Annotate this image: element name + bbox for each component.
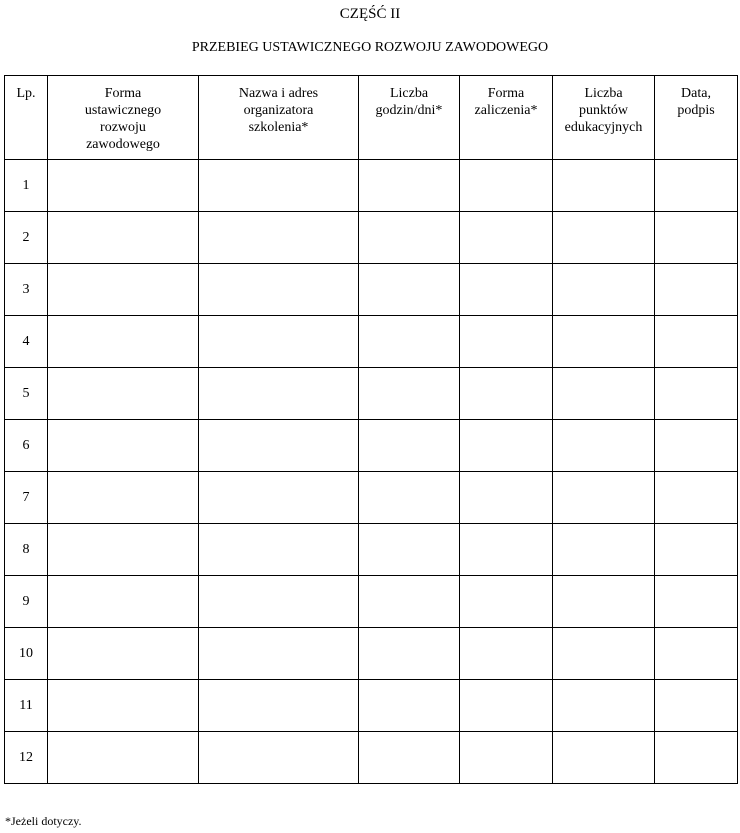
organizer-cell[interactable] bbox=[199, 576, 359, 628]
hours-cell[interactable] bbox=[359, 316, 460, 368]
signature-cell[interactable] bbox=[655, 368, 738, 420]
signature-cell[interactable] bbox=[655, 732, 738, 784]
organizer-cell[interactable] bbox=[199, 160, 359, 212]
form-cell[interactable] bbox=[48, 576, 199, 628]
organizer-cell[interactable] bbox=[199, 680, 359, 732]
completion-cell[interactable] bbox=[460, 264, 553, 316]
organizer-cell[interactable] bbox=[199, 316, 359, 368]
completion-cell[interactable] bbox=[460, 160, 553, 212]
table-row bbox=[5, 420, 738, 472]
organizer-cell[interactable] bbox=[199, 264, 359, 316]
completion-cell[interactable] bbox=[460, 628, 553, 680]
form-cell[interactable] bbox=[48, 264, 199, 316]
table-row bbox=[5, 368, 738, 420]
points-cell[interactable] bbox=[553, 212, 655, 264]
lp-cell: 8 bbox=[5, 524, 48, 576]
signature-cell[interactable] bbox=[655, 264, 738, 316]
lp-cell: 10 bbox=[5, 628, 48, 680]
professional-development-table bbox=[4, 75, 738, 784]
organizer-cell[interactable] bbox=[199, 628, 359, 680]
completion-cell[interactable] bbox=[460, 368, 553, 420]
hours-cell[interactable] bbox=[359, 628, 460, 680]
table-row bbox=[5, 160, 738, 212]
table-row bbox=[5, 732, 738, 784]
organizer-cell[interactable] bbox=[199, 524, 359, 576]
organizer-cell[interactable] bbox=[199, 732, 359, 784]
points-cell[interactable] bbox=[553, 160, 655, 212]
completion-cell[interactable] bbox=[460, 732, 553, 784]
header-education-points: Liczba punktów edukacyjnych bbox=[553, 76, 655, 160]
lp-cell: 3 bbox=[5, 264, 48, 316]
hours-cell[interactable] bbox=[359, 680, 460, 732]
completion-cell[interactable] bbox=[460, 680, 553, 732]
form-cell[interactable] bbox=[48, 732, 199, 784]
completion-cell[interactable] bbox=[460, 576, 553, 628]
lp-cell: 7 bbox=[5, 472, 48, 524]
signature-cell[interactable] bbox=[655, 680, 738, 732]
signature-cell[interactable] bbox=[655, 628, 738, 680]
organizer-cell[interactable] bbox=[199, 472, 359, 524]
points-cell[interactable] bbox=[553, 628, 655, 680]
hours-cell[interactable] bbox=[359, 524, 460, 576]
form-cell[interactable] bbox=[48, 680, 199, 732]
organizer-cell[interactable] bbox=[199, 420, 359, 472]
form-cell[interactable] bbox=[48, 472, 199, 524]
signature-cell[interactable] bbox=[655, 316, 738, 368]
hours-cell[interactable] bbox=[359, 212, 460, 264]
points-cell[interactable] bbox=[553, 732, 655, 784]
points-cell[interactable] bbox=[553, 316, 655, 368]
hours-cell[interactable] bbox=[359, 160, 460, 212]
table-row bbox=[5, 472, 738, 524]
form-cell[interactable] bbox=[48, 628, 199, 680]
form-cell[interactable] bbox=[48, 524, 199, 576]
table-row bbox=[5, 576, 738, 628]
organizer-cell[interactable] bbox=[199, 368, 359, 420]
completion-cell[interactable] bbox=[460, 524, 553, 576]
points-cell[interactable] bbox=[553, 264, 655, 316]
form-cell[interactable] bbox=[48, 160, 199, 212]
signature-cell[interactable] bbox=[655, 160, 738, 212]
completion-cell[interactable] bbox=[460, 212, 553, 264]
table-row bbox=[5, 680, 738, 732]
header-organizer-name-address: Nazwa i adres organizatora szkolenia* bbox=[199, 76, 359, 160]
table-row bbox=[5, 212, 738, 264]
header-lp: Lp. bbox=[5, 76, 48, 160]
header-hours-days: Liczba godzin/dni* bbox=[359, 76, 460, 160]
hours-cell[interactable] bbox=[359, 732, 460, 784]
points-cell[interactable] bbox=[553, 524, 655, 576]
lp-cell: 11 bbox=[5, 680, 48, 732]
hours-cell[interactable] bbox=[359, 576, 460, 628]
form-cell[interactable] bbox=[48, 368, 199, 420]
table-row bbox=[5, 264, 738, 316]
lp-cell: 12 bbox=[5, 732, 48, 784]
lp-cell: 6 bbox=[5, 420, 48, 472]
form-cell[interactable] bbox=[48, 420, 199, 472]
table-row bbox=[5, 316, 738, 368]
section-title: PRZEBIEG USTAWICZNEGO ROZWOJU ZAWODOWEGO bbox=[191, 40, 549, 55]
hours-cell[interactable] bbox=[359, 368, 460, 420]
table-row bbox=[5, 628, 738, 680]
points-cell[interactable] bbox=[553, 368, 655, 420]
points-cell[interactable] bbox=[553, 472, 655, 524]
form-cell[interactable] bbox=[48, 316, 199, 368]
lp-cell: 2 bbox=[5, 212, 48, 264]
hours-cell[interactable] bbox=[359, 264, 460, 316]
footnote: *Jeżeli dotyczy. bbox=[5, 814, 82, 828]
completion-cell[interactable] bbox=[460, 472, 553, 524]
hours-cell[interactable] bbox=[359, 420, 460, 472]
completion-cell[interactable] bbox=[460, 316, 553, 368]
table-row bbox=[5, 524, 738, 576]
hours-cell[interactable] bbox=[359, 472, 460, 524]
completion-cell[interactable] bbox=[460, 420, 553, 472]
signature-cell[interactable] bbox=[655, 212, 738, 264]
table-header-row bbox=[5, 76, 738, 160]
lp-cell: 9 bbox=[5, 576, 48, 628]
lp-cell: 1 bbox=[5, 160, 48, 212]
lp-cell: 5 bbox=[5, 368, 48, 420]
points-cell[interactable] bbox=[553, 576, 655, 628]
form-cell[interactable] bbox=[48, 212, 199, 264]
header-date-signature: Data, podpis bbox=[655, 76, 738, 160]
header-completion-form: Forma zaliczenia* bbox=[460, 76, 553, 160]
points-cell[interactable] bbox=[553, 680, 655, 732]
part-title: CZĘŚĆ II bbox=[339, 6, 401, 22]
signature-cell[interactable] bbox=[655, 524, 738, 576]
lp-cell: 4 bbox=[5, 316, 48, 368]
organizer-cell[interactable] bbox=[199, 212, 359, 264]
signature-cell[interactable] bbox=[655, 576, 738, 628]
signature-cell[interactable] bbox=[655, 420, 738, 472]
signature-cell[interactable] bbox=[655, 472, 738, 524]
header-form-of-development: Forma ustawicznego rozwoju zawodowego bbox=[48, 76, 199, 160]
points-cell[interactable] bbox=[553, 420, 655, 472]
